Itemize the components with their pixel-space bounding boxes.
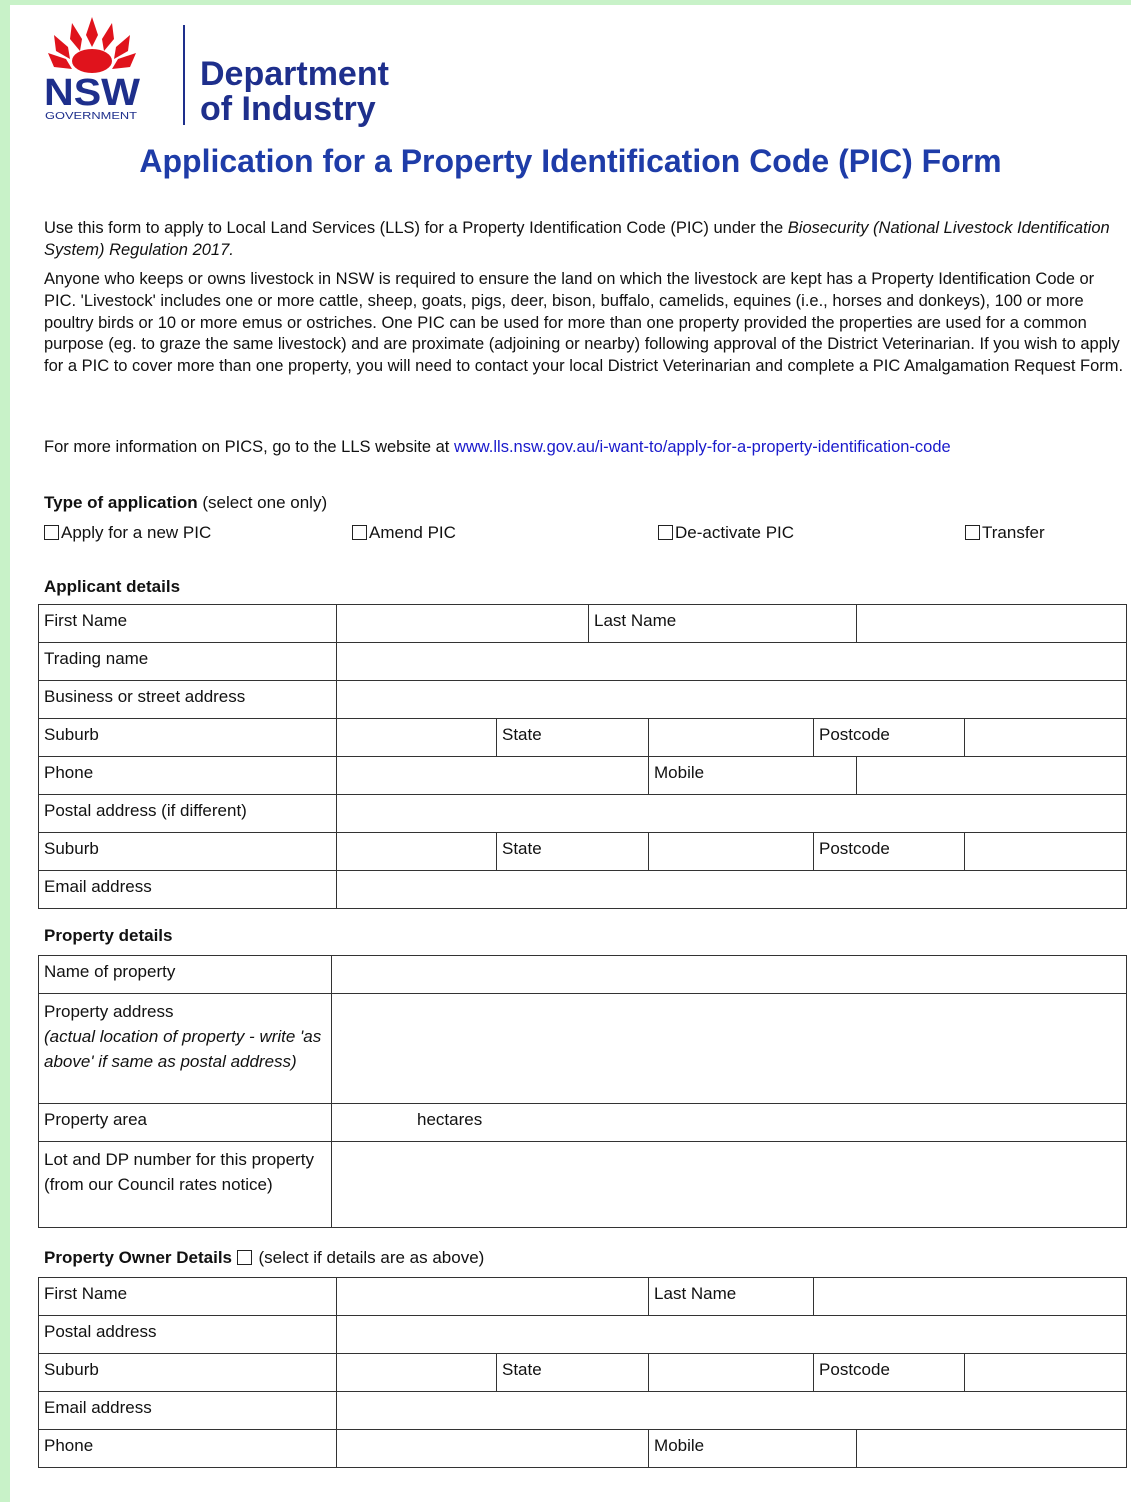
postcode-field[interactable] [965, 719, 1127, 757]
state-field[interactable] [649, 719, 814, 757]
government-logo-text: GOVERNMENT [45, 111, 137, 122]
intro-paragraph-3 [44, 437, 1126, 459]
state-label: State [497, 719, 649, 757]
option-new-pic[interactable] [44, 523, 211, 543]
business-address-label: Business or street address [39, 681, 337, 719]
nsw-department-logo [42, 13, 402, 131]
applicant-details-heading: Applicant details [44, 577, 181, 596]
property-area-label: Property area [39, 1104, 332, 1142]
intro-text: Use this form to apply to Local Land Services (LLS) for a Property Identification Code (PIC) under the [44, 219, 788, 237]
owner-postal-address-field[interactable] [337, 1316, 1127, 1354]
transfer-label: Transfer [982, 523, 1045, 542]
owner-postcode-label: Postcode [814, 1354, 965, 1392]
transfer-checkbox[interactable] [965, 525, 980, 540]
new-pic-checkbox[interactable] [44, 525, 59, 540]
table-row [39, 833, 1127, 871]
postal-suburb-label: Suburb [39, 833, 337, 871]
application-type-heading [44, 493, 327, 513]
mobile-label: Mobile [649, 757, 857, 795]
applicant-details-table [38, 604, 1127, 909]
application-type-label: Type of application [44, 493, 198, 512]
info-text: For more information on PICS, go to the LLS website at [44, 438, 454, 456]
trading-name-label: Trading name [39, 643, 337, 681]
department-line-1: Department [200, 55, 389, 93]
amend-pic-checkbox[interactable] [352, 525, 367, 540]
table-row [39, 681, 1127, 719]
last-name-field[interactable] [857, 605, 1127, 643]
nsw-logo-text: NSW [44, 72, 141, 114]
logo-divider [183, 25, 185, 125]
table-row [39, 719, 1127, 757]
property-name-field[interactable] [332, 956, 1127, 994]
property-address-title: Property address [44, 1002, 174, 1021]
owner-details-table [38, 1277, 1127, 1468]
postal-suburb-field[interactable] [337, 833, 497, 871]
department-line-2: of Industry [200, 90, 376, 128]
regulation-name: Biosecurity (National Livestock Identification System) Regulation 2017. [44, 219, 1110, 259]
table-row [39, 795, 1127, 833]
option-amend-pic[interactable] [352, 523, 456, 543]
table-row [39, 1142, 1127, 1228]
intro-paragraph-2: Anyone who keeps or owns livestock in NSW is required to ensure the land on which the livestock are kept has a Property Identification Code or PIC. 'Livestock' includes one or more cattle, sheep, goats, pigs, deer, bison, buffalo, camelids, equines (i.e., horses and donkeys), 100 or more poultry birds or 10 or more emus or ostriches. One PIC can be used for more than one property provided the properties are used for a common purpose (eg. to graze the same livestock) and are proximate (adjoining or nearby) following approval of the District Veterinarian. If you wish to apply for a PIC to cover more than one property, you will need to contact your local District Veterinarian and complete a PIC Amalgamation Request Form. [44, 270, 1124, 376]
email-label: Email address [39, 871, 337, 909]
table-row [39, 1392, 1127, 1430]
first-name-field[interactable] [337, 605, 589, 643]
property-address-field[interactable] [332, 994, 1127, 1104]
owner-details-label: Property Owner Details [44, 1248, 233, 1267]
owner-email-field[interactable] [337, 1392, 1127, 1430]
owner-phone-label: Phone [39, 1430, 337, 1468]
lot-dp-note: (from our Council rates notice) [44, 1175, 273, 1194]
owner-state-field[interactable] [649, 1354, 814, 1392]
owner-phone-field[interactable] [337, 1430, 649, 1468]
owner-last-name-label: Last Name [649, 1278, 814, 1316]
postal-state-label: State [497, 833, 649, 871]
form-title: Application for a Property Identification Code (PIC) Form [139, 143, 1002, 179]
table-row [39, 1278, 1127, 1316]
last-name-label: Last Name [589, 605, 857, 643]
owner-suburb-label: Suburb [39, 1354, 337, 1392]
same-as-above-checkbox[interactable] [237, 1250, 252, 1265]
table-row [39, 994, 1127, 1104]
deactivate-pic-label: De-activate PIC [675, 523, 795, 542]
mobile-field[interactable] [857, 757, 1127, 795]
postal-address-field[interactable] [337, 795, 1127, 833]
owner-last-name-field[interactable] [814, 1278, 1127, 1316]
hectares-unit: hectares [417, 1110, 483, 1129]
owner-email-label: Email address [39, 1392, 337, 1430]
table-row [39, 956, 1127, 994]
intro-paragraph-1 [44, 218, 1126, 262]
table-row [39, 757, 1127, 795]
owner-mobile-label: Mobile [649, 1430, 857, 1468]
phone-label: Phone [39, 757, 337, 795]
table-row [39, 871, 1127, 909]
amend-pic-label: Amend PIC [369, 523, 456, 542]
table-row [39, 1354, 1127, 1392]
owner-mobile-field[interactable] [857, 1430, 1127, 1468]
lot-dp-field[interactable] [332, 1142, 1127, 1228]
property-name-label: Name of property [39, 956, 332, 994]
email-field[interactable] [337, 871, 1127, 909]
owner-details-heading [44, 1248, 484, 1268]
property-address-label [39, 994, 332, 1104]
department-name [200, 57, 389, 127]
table-row [39, 1430, 1127, 1468]
owner-state-label: State [497, 1354, 649, 1392]
owner-first-name-field[interactable] [337, 1278, 649, 1316]
owner-suburb-field[interactable] [337, 1354, 497, 1392]
property-details-heading: Property details [44, 926, 173, 945]
lls-website-link[interactable]: www.lls.nsw.gov.au/i-want-to/apply-for-a-property-identification-code [453, 438, 951, 456]
business-address-field[interactable] [337, 681, 1127, 719]
property-address-note: (actual location of property - write 'as above' if same as postal address) [44, 1027, 322, 1071]
new-pic-label: Apply for a new PIC [61, 523, 212, 542]
phone-field[interactable] [337, 757, 649, 795]
table-row [39, 643, 1127, 681]
form-page [10, 5, 1131, 1502]
trading-name-field[interactable] [337, 643, 1127, 681]
owner-postcode-field[interactable] [965, 1354, 1127, 1392]
owner-first-name-label: First Name [39, 1278, 337, 1316]
property-area-field[interactable] [332, 1104, 1127, 1142]
postal-postcode-field[interactable] [965, 833, 1127, 871]
deactivate-pic-checkbox[interactable] [658, 525, 673, 540]
nsw-waratah-logo-icon [42, 13, 142, 123]
table-row [39, 1104, 1127, 1142]
owner-postal-address-label: Postal address [39, 1316, 337, 1354]
suburb-field[interactable] [337, 719, 497, 757]
suburb-label: Suburb [39, 719, 337, 757]
option-deactivate-pic[interactable] [658, 523, 794, 543]
postcode-label: Postcode [814, 719, 965, 757]
postal-state-field[interactable] [649, 833, 814, 871]
table-row [39, 1316, 1127, 1354]
owner-details-hint: (select if details are as above) [258, 1248, 485, 1267]
first-name-label: First Name [39, 605, 337, 643]
postal-postcode-label: Postcode [814, 833, 965, 871]
property-details-table [38, 955, 1127, 1228]
table-row [39, 605, 1127, 643]
lot-dp-label [39, 1142, 332, 1228]
option-transfer[interactable] [965, 523, 1045, 543]
lot-dp-title: Lot and DP number for this property [44, 1150, 314, 1169]
application-type-hint: (select one only) [202, 493, 328, 512]
postal-address-label: Postal address (if different) [39, 795, 337, 833]
